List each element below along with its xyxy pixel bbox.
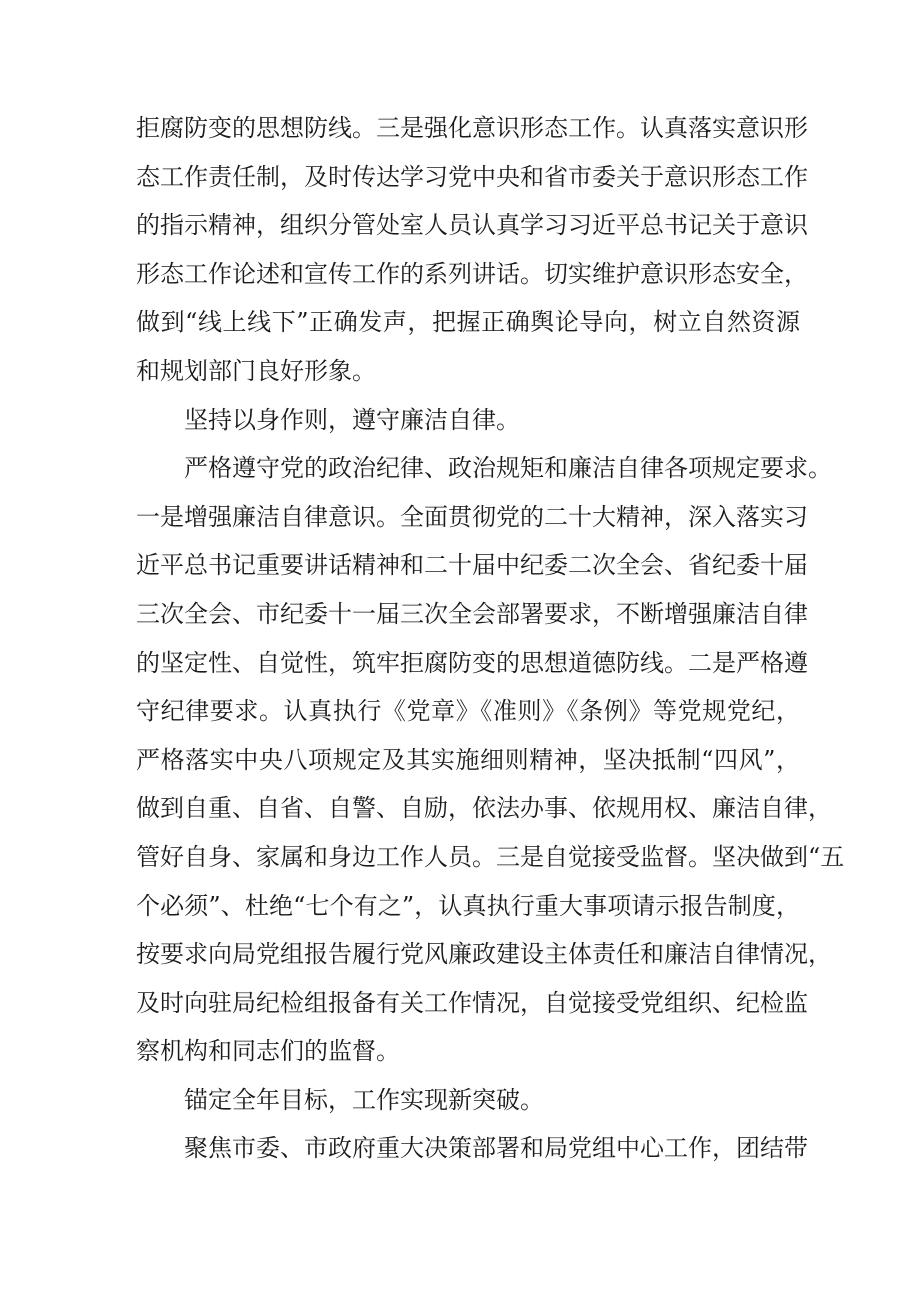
text-line: 三次全会、市纪委十一届三次全会部署要求，不断增强廉洁自律 — [136, 599, 808, 628]
text-line: 个必须”、杜绝“七个有之”，认真执行重大事项请示报告制度， — [136, 891, 800, 920]
body-text — [136, 104, 845, 1173]
text-line: 察机构和同志们的监督。 — [136, 1037, 400, 1066]
text-line: 做到“线上线下”正确发声，把握正确舆论导向，树立自然资源 — [136, 308, 800, 337]
text-line: 严格落实中央八项规定及其实施细则精神，坚决抵制“四风”， — [136, 745, 800, 774]
text-line: 按要求向局党组报告履行党风廉政建设主体责任和廉洁自律情况， — [136, 940, 832, 969]
section-heading: 锚定全年目标，工作实现新突破。 — [184, 1085, 544, 1114]
text-line: 及时向驻局纪检组报备有关工作情况，自觉接受党组织、纪检监 — [136, 988, 808, 1017]
text-line: 做到自重、自省、自警、自励，依法办事、依规用权、廉洁自律， — [136, 794, 832, 823]
text-line: 严格遵守党的政治纪律、政治规矩和廉洁自律各项规定要求。 — [184, 454, 832, 483]
text-line: 的坚定性、自觉性，筑牢拒腐防变的思想道德防线。二是严格遵 — [136, 648, 808, 677]
text-line: 和规划部门良好形象。 — [136, 356, 376, 385]
text-line: 的指示精神，组织分管处室人员认真学习习近平总书记关于意识 — [136, 211, 808, 240]
text-line: 近平总书记重要讲话精神和二十届中纪委二次全会、省纪委十届 — [136, 551, 808, 580]
text-line: 形态工作论述和宣传工作的系列讲话。切实维护意识形态安全， — [136, 259, 808, 288]
text-line: 守纪律要求。认真执行《党章》《准则》《条例》等党规党纪， — [136, 697, 800, 726]
section-heading: 坚持以身作则，遵守廉洁自律。 — [184, 405, 520, 434]
text-line: 一是增强廉洁自律意识。全面贯彻党的二十大精神，深入落实习 — [136, 502, 808, 531]
text-line: 拒腐防变的思想防线。三是强化意识形态工作。认真落实意识形 — [136, 114, 808, 142]
text-line: 态工作责任制，及时传达学习党中央和省市委关于意识形态工作 — [136, 162, 808, 191]
text-line: 聚焦市委、市政府重大决策部署和局党组中心工作，团结带 — [184, 1134, 808, 1163]
text-line: 管好自身、家属和身边工作人员。三是自觉接受监督。坚决做到“五 — [136, 842, 845, 871]
